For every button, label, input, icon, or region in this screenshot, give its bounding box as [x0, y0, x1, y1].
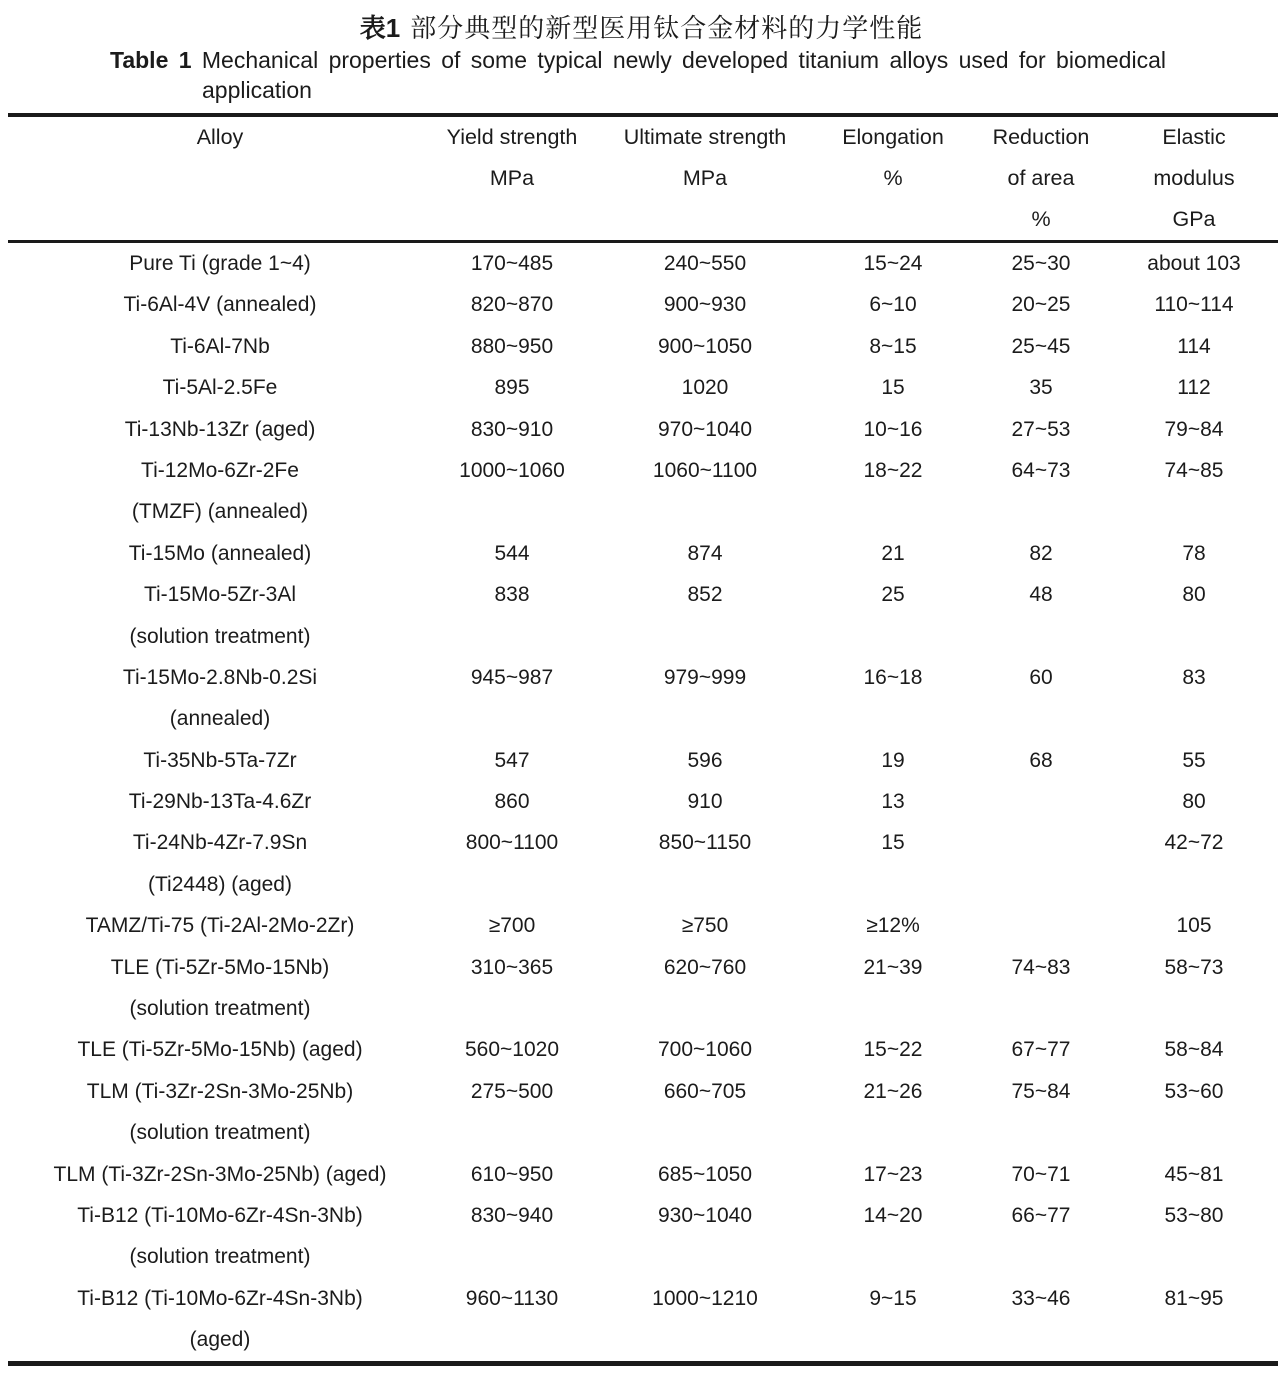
cell-ultimate [592, 243, 818, 284]
table-row [8, 947, 1278, 1030]
cell-reduction-value: 48 [1029, 583, 1053, 607]
cell-elongation-value: 25 [881, 583, 905, 607]
cell-yield-value: 544 [494, 541, 530, 565]
cell-elongation-value: ≥12% [866, 914, 920, 938]
cell-ultimate [592, 781, 818, 822]
alloy-name: Ti-12Mo-6Zr-2Fe [141, 458, 299, 482]
header-cell-reduction [968, 117, 1114, 240]
cell-elongation [818, 574, 968, 657]
cell-elongation-value: 18~22 [863, 458, 923, 482]
cell-reduction-value: 75~84 [1011, 1079, 1071, 1103]
cell-yield-value: 895 [494, 376, 530, 400]
cell-elongation [818, 657, 968, 740]
cell-elongation-value: 10~16 [863, 417, 923, 441]
cell-yield-value: 800~1100 [465, 831, 559, 855]
cell-ultimate-value: 620~760 [663, 955, 747, 979]
cell-ultimate-value: 900~930 [663, 293, 747, 317]
alloy-name-line2: (solution treatment) [129, 997, 311, 1021]
cell-reduction [968, 1071, 1114, 1154]
cell-modulus [1114, 284, 1274, 325]
cell-modulus-value: 45~81 [1164, 1162, 1224, 1186]
header-cell-modulus-line3: GPa [1172, 207, 1216, 231]
cell-elongation [818, 1071, 968, 1154]
header-cell-elongation [818, 117, 968, 240]
cell-elongation-value: 15 [881, 376, 905, 400]
cell-ultimate-value: 900~1050 [657, 334, 753, 358]
paper-page [0, 13, 1283, 1366]
alloy-name: Ti-15Mo-5Zr-3Al [143, 583, 297, 607]
cell-reduction [968, 657, 1114, 740]
alloy-name: TAMZ/Ti-75 (Ti-2Al-2Mo-2Zr) [85, 914, 355, 938]
cell-elongation [818, 450, 968, 533]
cell-yield-value: 560~1020 [464, 1038, 560, 1062]
alloy-name: TLM (Ti-3Zr-2Sn-3Mo-25Nb) [86, 1079, 354, 1103]
cell-alloy [8, 1278, 432, 1361]
cell-elongation [818, 822, 968, 905]
cell-modulus [1114, 781, 1274, 822]
alloy-name: Ti-24Nb-4Zr-7.9Sn [132, 831, 308, 855]
cell-ultimate [592, 450, 818, 533]
header-cell-ultimate-line1: Ultimate strength [623, 125, 787, 149]
cell-ultimate-value: 240~550 [663, 252, 747, 275]
cell-yield [432, 1071, 592, 1154]
table-row [8, 367, 1278, 408]
cell-ultimate-value: 1020 [681, 376, 729, 400]
cell-ultimate-value: 660~705 [663, 1079, 747, 1103]
cell-ultimate [592, 284, 818, 325]
cell-reduction [968, 409, 1114, 450]
cell-reduction-value: 27~53 [1011, 417, 1071, 441]
cell-reduction [968, 326, 1114, 367]
cell-reduction-value: 33~46 [1011, 1286, 1071, 1310]
cell-modulus [1114, 533, 1274, 574]
cell-elongation-value: 6~10 [869, 293, 917, 317]
cell-modulus [1114, 740, 1274, 781]
cell-ultimate-value: 1060~1100 [652, 458, 758, 482]
alloy-name: TLE (Ti-5Zr-5Mo-15Nb) [110, 955, 330, 979]
cell-ultimate-value: 852 [687, 583, 723, 607]
alloy-name: TLE (Ti-5Zr-5Mo-15Nb) (aged) [77, 1038, 363, 1062]
cell-yield [432, 740, 592, 781]
cell-modulus [1114, 657, 1274, 740]
table-row [8, 574, 1278, 657]
cell-reduction-value: 70~71 [1011, 1162, 1071, 1186]
cell-elongation [818, 533, 968, 574]
table-caption-en-label: Table 1 [110, 47, 192, 73]
cell-ultimate-value: 910 [687, 790, 723, 814]
table-body [8, 243, 1278, 1361]
cell-yield-value: 820~870 [470, 293, 554, 317]
header-cell-alloy-line2 [8, 158, 432, 199]
cell-ultimate [592, 1195, 818, 1278]
header-cell-alloy [8, 117, 432, 240]
cell-ultimate-value: 596 [687, 748, 723, 772]
header-cell-alloy-line1: Alloy [196, 125, 244, 149]
cell-yield-value: 310~365 [470, 955, 554, 979]
cell-elongation-value: 14~20 [863, 1203, 923, 1227]
header-cell-yield [432, 117, 592, 240]
cell-modulus [1114, 1029, 1274, 1070]
cell-reduction-value: 35 [1029, 376, 1053, 400]
cell-yield-value: 945~987 [470, 665, 554, 689]
cell-alloy [8, 284, 432, 325]
cell-ultimate [592, 409, 818, 450]
cell-alloy [8, 1071, 432, 1154]
table-row [8, 1195, 1278, 1278]
cell-reduction [968, 947, 1114, 1030]
cell-ultimate [592, 657, 818, 740]
cell-yield-value: 1000~1060 [459, 458, 565, 482]
cell-reduction [968, 1195, 1114, 1278]
header-cell-elongation-line3 [818, 199, 968, 240]
header-cell-yield-line1: Yield strength [446, 125, 578, 149]
cell-modulus [1114, 1195, 1274, 1278]
alloy-name-line2: (solution treatment) [129, 1245, 311, 1269]
cell-yield [432, 284, 592, 325]
table-caption-en-text: Mechanical properties of some typical newly developed titanium alloys used for biomedical [201, 47, 1166, 73]
data-table [8, 113, 1278, 1366]
cell-alloy [8, 450, 432, 533]
cell-alloy [8, 533, 432, 574]
header-cell-reduction-line3: % [1031, 207, 1051, 231]
cell-ultimate-value: 979~999 [663, 665, 747, 689]
cell-elongation [818, 1154, 968, 1195]
cell-alloy [8, 243, 432, 284]
alloy-name-line2: (aged) [189, 1328, 251, 1352]
cell-ultimate-value: 700~1060 [657, 1038, 753, 1062]
cell-ultimate [592, 367, 818, 408]
cell-reduction-value: 25~45 [1011, 334, 1071, 358]
cell-elongation-value: 21~39 [863, 955, 923, 979]
cell-yield-value: 830~940 [470, 1203, 554, 1227]
cell-modulus-value: about 103 [1147, 252, 1241, 275]
cell-yield [432, 533, 592, 574]
header-cell-modulus-line2: modulus [1153, 166, 1235, 190]
cell-elongation-value: 15~24 [863, 252, 923, 275]
cell-yield-value: 275~500 [470, 1079, 554, 1103]
alloy-name: Ti-B12 (Ti-10Mo-6Zr-4Sn-3Nb) [77, 1203, 363, 1227]
cell-ultimate [592, 533, 818, 574]
cell-modulus-value: 42~72 [1164, 831, 1224, 855]
cell-elongation-value: 21~26 [863, 1079, 923, 1103]
cell-elongation-value: 15 [881, 831, 905, 855]
table-row [8, 243, 1278, 284]
cell-ultimate [592, 574, 818, 657]
cell-reduction [968, 533, 1114, 574]
cell-ultimate-value: 685~1050 [657, 1162, 753, 1186]
cell-yield [432, 657, 592, 740]
header-cell-modulus-line1: Elastic [1162, 125, 1226, 149]
table-row [8, 905, 1278, 946]
table-header [8, 117, 1278, 243]
cell-yield-value: 610~950 [470, 1162, 554, 1186]
cell-modulus [1114, 1154, 1274, 1195]
table-caption-zh [0, 13, 1283, 44]
cell-yield [432, 905, 592, 946]
header-cell-reduction-line2: of area [1007, 166, 1075, 190]
cell-alloy [8, 1195, 432, 1278]
cell-modulus-value: 105 [1176, 914, 1212, 938]
cell-ultimate [592, 822, 818, 905]
cell-elongation [818, 284, 968, 325]
cell-modulus-value: 53~80 [1164, 1203, 1224, 1227]
cell-elongation-value: 9~15 [869, 1286, 917, 1310]
cell-modulus [1114, 574, 1274, 657]
table-caption-zh-label: 表1 [359, 13, 401, 43]
cell-yield-value: 960~1130 [465, 1286, 559, 1310]
cell-ultimate [592, 947, 818, 1030]
header-cell-elongation-line1: Elongation [842, 125, 944, 149]
cell-modulus [1114, 905, 1274, 946]
cell-modulus-value: 58~73 [1164, 955, 1224, 979]
cell-elongation [818, 740, 968, 781]
cell-elongation-value: 19 [881, 748, 905, 772]
alloy-name: Ti-B12 (Ti-10Mo-6Zr-4Sn-3Nb) [77, 1286, 363, 1310]
cell-ultimate [592, 740, 818, 781]
cell-reduction [968, 243, 1114, 284]
header-cell-ultimate [592, 117, 818, 240]
cell-alloy [8, 367, 432, 408]
alloy-name: Ti-6Al-7Nb [170, 334, 270, 358]
cell-reduction [968, 1029, 1114, 1070]
cell-reduction [968, 284, 1114, 325]
header-cell-elongation-line2: % [883, 166, 903, 190]
cell-alloy [8, 409, 432, 450]
cell-modulus-value: 80 [1182, 790, 1206, 814]
alloy-name: Ti-5Al-2.5Fe [162, 376, 278, 400]
cell-elongation [818, 326, 968, 367]
header-cell-ultimate-line3 [592, 199, 818, 240]
cell-yield [432, 450, 592, 533]
cell-yield-value: 547 [494, 748, 530, 772]
table-caption-en-line2: application [202, 77, 312, 103]
cell-modulus [1114, 947, 1274, 1030]
cell-yield [432, 781, 592, 822]
header-cell-alloy-line3 [8, 199, 432, 240]
cell-modulus [1114, 1278, 1274, 1361]
cell-ultimate-value: 930~1040 [657, 1203, 753, 1227]
table-row [8, 409, 1278, 450]
cell-elongation [818, 1195, 968, 1278]
cell-alloy [8, 781, 432, 822]
table-row [8, 781, 1278, 822]
cell-yield-value: 880~950 [470, 334, 554, 358]
cell-yield [432, 1195, 592, 1278]
cell-elongation-value: 8~15 [869, 334, 917, 358]
cell-modulus [1114, 367, 1274, 408]
table-row [8, 1154, 1278, 1195]
cell-modulus [1114, 822, 1274, 905]
cell-reduction [968, 1154, 1114, 1195]
table-caption-zh-text: 部分典型的新型医用钛合金材料的力学性能 [410, 13, 924, 43]
cell-modulus-value: 78 [1182, 541, 1206, 565]
cell-yield [432, 1278, 592, 1361]
cell-reduction-value [968, 781, 1114, 822]
cell-ultimate-value: 874 [687, 541, 723, 565]
table-row [8, 1278, 1278, 1361]
cell-yield [432, 409, 592, 450]
table-caption-en [110, 44, 1166, 104]
cell-ultimate [592, 1071, 818, 1154]
cell-elongation-value: 17~23 [863, 1162, 923, 1186]
table-caption-en-line1 [110, 44, 1166, 77]
header-cell-yield-line2: MPa [489, 166, 535, 190]
cell-reduction-value [968, 822, 1114, 863]
alloy-name: Pure Ti (grade 1~4) [129, 252, 311, 275]
cell-reduction [968, 740, 1114, 781]
cell-ultimate [592, 1278, 818, 1361]
cell-yield [432, 1029, 592, 1070]
cell-reduction-value: 82 [1029, 541, 1053, 565]
table-row [8, 1029, 1278, 1070]
cell-elongation [818, 1029, 968, 1070]
alloy-name-line2: (TMZF) (annealed) [131, 500, 309, 524]
cell-modulus-value: 79~84 [1164, 417, 1224, 441]
cell-modulus [1114, 243, 1274, 284]
cell-alloy [8, 947, 432, 1030]
cell-alloy [8, 822, 432, 905]
header-cell-yield-line3 [432, 199, 592, 240]
cell-alloy [8, 574, 432, 657]
cell-alloy [8, 740, 432, 781]
table-row [8, 740, 1278, 781]
cell-ultimate-value: 850~1150 [658, 831, 752, 855]
alloy-name-line2: (Ti2448) (aged) [148, 872, 292, 896]
cell-yield [432, 1154, 592, 1195]
cell-alloy [8, 1029, 432, 1070]
header-cell-modulus [1114, 117, 1274, 240]
cell-reduction-value: 60 [1029, 665, 1053, 689]
cell-elongation [818, 1278, 968, 1361]
cell-elongation [818, 243, 968, 284]
cell-ultimate [592, 326, 818, 367]
cell-yield [432, 822, 592, 905]
cell-yield-value: ≥700 [488, 914, 536, 938]
cell-modulus-value: 112 [1177, 376, 1211, 400]
cell-alloy [8, 1154, 432, 1195]
cell-yield-value: 170~485 [470, 252, 554, 275]
cell-elongation-value: 16~18 [863, 665, 923, 689]
cell-reduction-value: 25~30 [1011, 252, 1071, 275]
header-cell-reduction-line1: Reduction [992, 125, 1090, 149]
cell-ultimate [592, 1029, 818, 1070]
alloy-name: Ti-15Mo (annealed) [128, 541, 312, 565]
cell-elongation-value: 21 [881, 541, 905, 565]
table-row [8, 450, 1278, 533]
header-cell-ultimate-line2: MPa [682, 166, 728, 190]
cell-yield [432, 367, 592, 408]
cell-reduction [968, 574, 1114, 657]
cell-reduction-value: 20~25 [1011, 293, 1071, 317]
cell-modulus-value: 114 [1177, 334, 1211, 358]
cell-yield-value: 838 [494, 583, 530, 607]
alloy-name: Ti-29Nb-13Ta-4.6Zr [128, 790, 312, 814]
alloy-name: Ti-13Nb-13Zr (aged) [124, 417, 316, 441]
cell-ultimate [592, 1154, 818, 1195]
table-row [8, 284, 1278, 325]
cell-reduction [968, 450, 1114, 533]
table-row [8, 533, 1278, 574]
cell-reduction-value: 67~77 [1011, 1038, 1071, 1062]
cell-reduction-value: 64~73 [1011, 458, 1071, 482]
cell-modulus-value: 81~95 [1164, 1286, 1224, 1310]
cell-ultimate-value: 970~1040 [657, 417, 753, 441]
cell-modulus-value: 74~85 [1164, 458, 1224, 482]
cell-modulus [1114, 409, 1274, 450]
cell-modulus-value: 53~60 [1164, 1079, 1224, 1103]
table-row [8, 1071, 1278, 1154]
cell-reduction [968, 1278, 1114, 1361]
cell-reduction [968, 367, 1114, 408]
alloy-name: Ti-6Al-4V (annealed) [123, 293, 317, 317]
cell-reduction [968, 905, 1114, 946]
cell-modulus-value: 83 [1182, 665, 1206, 689]
cell-modulus-value: 80 [1182, 583, 1206, 607]
cell-alloy [8, 326, 432, 367]
table-row [8, 822, 1278, 905]
cell-reduction-value: 66~77 [1011, 1203, 1071, 1227]
table-row [8, 326, 1278, 367]
cell-modulus [1114, 450, 1274, 533]
alloy-name: Ti-35Nb-5Ta-7Zr [143, 748, 297, 772]
cell-yield-value: 860 [494, 790, 530, 814]
cell-alloy [8, 657, 432, 740]
cell-reduction [968, 781, 1114, 822]
cell-yield [432, 574, 592, 657]
cell-ultimate-value: 1000~1210 [652, 1286, 758, 1310]
cell-modulus-value: 110~114 [1154, 293, 1234, 317]
alloy-name: Ti-15Mo-2.8Nb-0.2Si [122, 665, 318, 689]
cell-modulus-value: 55 [1182, 748, 1206, 772]
cell-yield [432, 243, 592, 284]
cell-elongation-value: 15~22 [863, 1038, 923, 1062]
cell-ultimate [592, 905, 818, 946]
alloy-name-line2: (annealed) [169, 707, 271, 731]
cell-yield [432, 326, 592, 367]
cell-elongation [818, 367, 968, 408]
cell-modulus [1114, 1071, 1274, 1154]
cell-yield-value: 830~910 [470, 417, 554, 441]
cell-alloy [8, 905, 432, 946]
alloy-name: TLM (Ti-3Zr-2Sn-3Mo-25Nb) (aged) [53, 1162, 387, 1186]
cell-reduction-value: 74~83 [1011, 955, 1071, 979]
cell-elongation [818, 947, 968, 1030]
cell-elongation [818, 905, 968, 946]
cell-elongation [818, 781, 968, 822]
alloy-name-line2: (solution treatment) [129, 1121, 311, 1145]
cell-yield [432, 947, 592, 1030]
alloy-name-line2: (solution treatment) [129, 624, 311, 648]
cell-elongation [818, 409, 968, 450]
cell-ultimate-value: ≥750 [681, 914, 729, 938]
cell-reduction [968, 822, 1114, 905]
cell-modulus [1114, 326, 1274, 367]
cell-reduction-value: 68 [1029, 748, 1053, 772]
cell-elongation-value: 13 [881, 790, 905, 814]
table-row [8, 657, 1278, 740]
cell-reduction-value [968, 905, 1114, 946]
cell-modulus-value: 58~84 [1164, 1038, 1224, 1062]
